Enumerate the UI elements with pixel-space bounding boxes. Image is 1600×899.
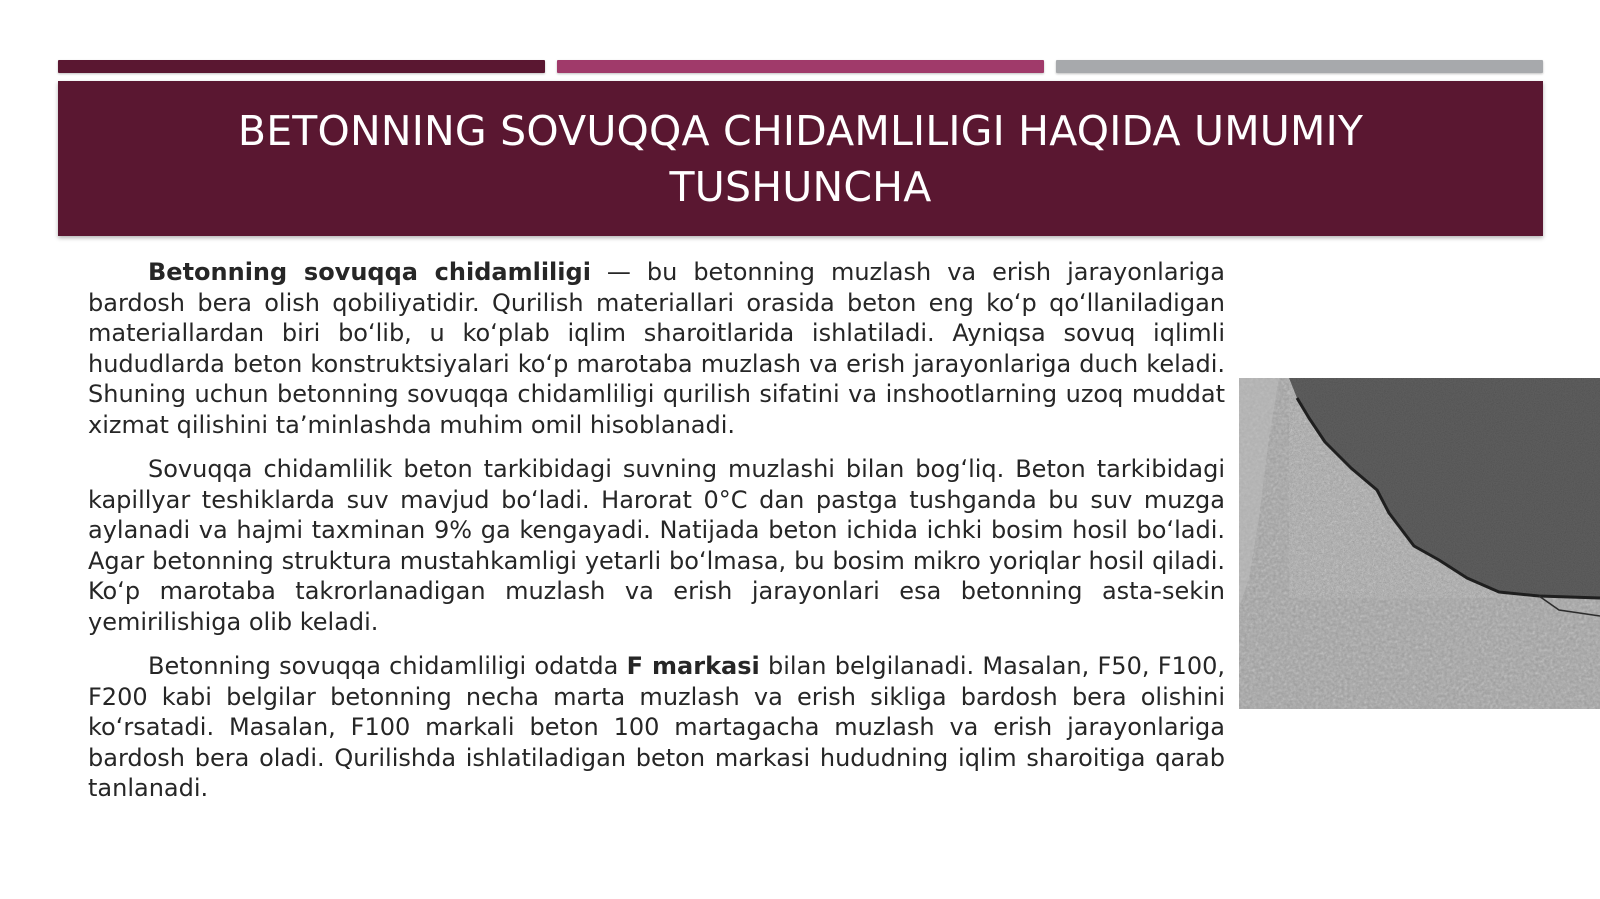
paragraph-text: Sovuqqa chidamlilik beton tarkibidagi suvning muzlashi bilan bogʻliq. Beton tarkibidagi kapillyar teshiklarda suv mavjud boʻladi. Harorat 0°C dan pastga tushganda bu suv muzga aylanadi va hajmi taxminan 9% ga kengayadi. Natijada beton ichida ichki bosim hosil boʻladi. Agar betonning struktura mustahkamligi yetarli boʻlmasa, bu bosim mikro yoriqlar hosil qiladi. Koʻp marotaba takrorlanadigan muzlash va erish jarayonlari esa betonning asta-sekin yemirilishiga olib keladi.	[88, 455, 1225, 636]
accent-bar-magenta	[557, 60, 1044, 73]
cracked-concrete-photo	[1239, 378, 1600, 709]
bold-term: F markasi	[626, 652, 760, 680]
accent-bar-gray	[1056, 60, 1543, 73]
paragraph-f-grade	[88, 651, 1225, 804]
bold-term: Betonning sovuqqa chidamliligi	[148, 258, 591, 286]
paragraph-text: bilan belgilanadi. Masalan, F50, F100, F200 kabi belgilar betonning necha marta muzlash va erish sikliga bardosh bera olishini koʻrsatadi. Masalan, F100 markali beton 100 martagacha muzlash va erish jarayonlariga bardosh bera oladi. Qurilishda ishlatiladigan beton markasi hududning iqlim sharoitiga qarab tanlanadi.	[88, 652, 1225, 802]
body-text	[88, 257, 1225, 818]
accent-bar-dark	[58, 60, 545, 73]
paragraph-text: Betonning sovuqqa chidamliligi odatda	[148, 652, 627, 680]
slide-title: BETONNING SOVUQQA CHIDAMLILIGI HAQIDA UMUMIY TUSHUNCHA	[237, 106, 1364, 211]
title-band	[58, 81, 1543, 236]
paragraph-text: — bu betonning muzlash va erish jarayonlariga bardosh bera olish qobiliyatidir. Qurilish materiallari orasida beton eng koʻp qoʻllaniladigan materiallardan biri boʻlib, u koʻplab iqlim sharoitlarida ishlatiladi. Ayniqsa sovuq iqlimli hududlarda beton konstruktsiyalari koʻp marotaba muzlash va erish jarayonlariga duch keladi. Shuning uchun betonning sovuqqa chidamliligi qurilish sifatini va inshootlarning uzoq muddat xizmat qilishini taʼminlashda muhim omil hisoblanadi.	[88, 258, 1226, 439]
paragraph-mechanism	[88, 454, 1225, 637]
paragraph-definition	[88, 257, 1225, 440]
